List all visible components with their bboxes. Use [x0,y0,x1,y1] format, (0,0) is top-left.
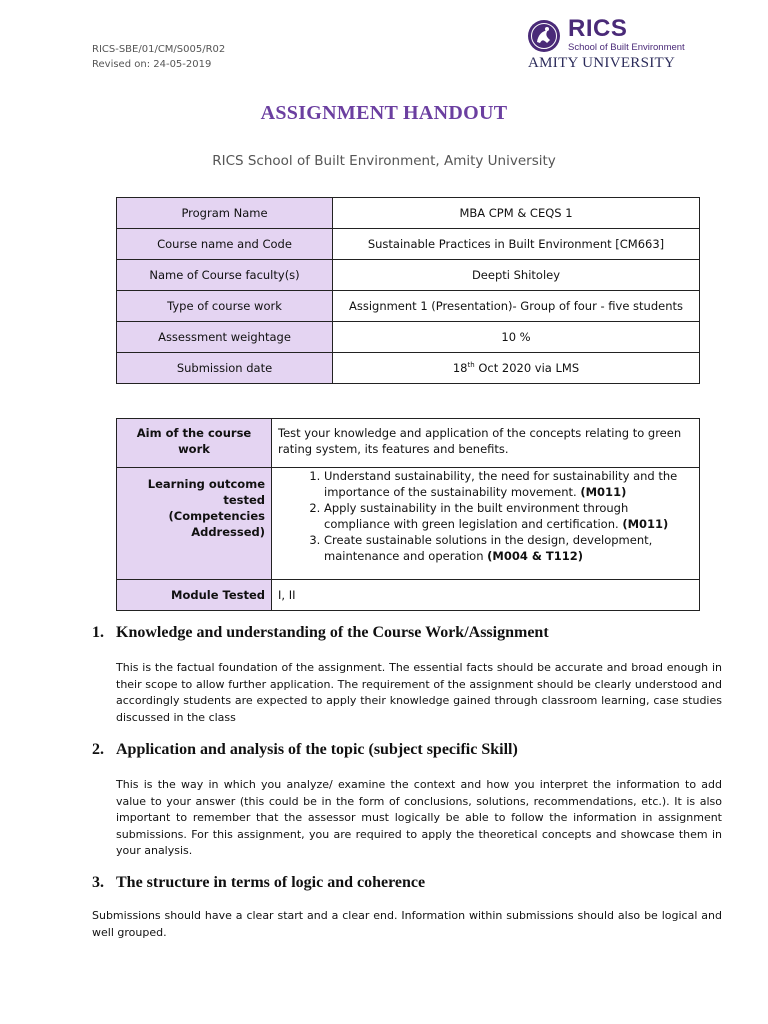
table-row [117,260,700,291]
outcomes-label: Learning outcome tested (Competencies Addressed) [117,468,272,580]
row-value: MBA CPM & CEQS 1 [333,198,700,229]
aim-label: Aim of the course work [117,419,272,468]
date-rest: Oct 2020 via LMS [474,361,580,375]
document-reference [92,42,225,72]
row-label: Type of course work [117,291,333,322]
page-title: ASSIGNMENT HANDOUT [260,102,508,124]
outcomes-list-cell [272,468,700,580]
row-label: Submission date [117,353,333,384]
list-item [324,500,693,532]
module-value: I, II [272,580,700,611]
section-knowledge [92,624,722,726]
section-heading [92,624,722,642]
table-row [117,291,700,322]
section-application [92,741,722,860]
table-row [117,229,700,260]
table-row [117,419,700,468]
logo-university: AMITY UNIVERSITY [528,55,676,71]
row-label: Name of Course faculty(s) [117,260,333,291]
date-day: 18 [452,361,468,375]
logo-brand: RICS [568,15,628,42]
date-suffix: th [467,361,475,370]
table-row [117,322,700,353]
outcome-text: Understand sustainability, the need for sustainability and the importance of the sustainability movement. [324,469,678,499]
submission-date-value [333,353,700,384]
section-number: 2. [92,741,104,758]
page-subtitle: RICS School of Built Environment, Amity University [212,153,556,169]
outcome-text: Apply sustainability in the built environment through compliance with green legislation and certification. [324,501,629,531]
section-number: 3. [92,874,104,891]
row-label: Assessment weightage [117,322,333,353]
section-structure [92,874,722,941]
section-title: Knowledge and understanding of the Course Work/Assignment [116,624,549,641]
rics-emblem-icon [526,18,562,54]
row-value: 10 % [333,322,700,353]
list-item [324,532,693,564]
row-value: Assignment 1 (Presentation)- Group of four - five students [333,291,700,322]
table-row [117,198,700,229]
revision-date: Revised on: 24-05-2019 [92,59,212,70]
section-body: This is the factual foundation of the assignment. The essential facts should be accurate and broad enough in their scope to allow further application. The requirement of the assignment should be clearly understood and accordingly students are expected to apply their knowledge gained through classroom learning, case studies discussed in the class [116,661,722,724]
section-heading [92,874,722,892]
section-number: 1. [92,624,104,641]
table-row [117,468,700,580]
outcomes-list [278,468,693,564]
section-body: This is the way in which you analyze/ examine the context and how you interpret the information to add value to your answer (this could be in the form of conclusions, solutions, recommendations, etc.). It is also important to remember that the assessor must logically be able to follow the information in assignment submissions. For this assignment, you are required to apply the theoretical concepts and showcase them in your analysis. [116,778,722,857]
outcome-code: (M004 & T112) [487,549,584,563]
list-item [324,468,693,500]
section-title: Application and analysis of the topic (subject specific Skill) [116,741,518,758]
module-label: Module Tested [117,580,272,611]
row-value: Sustainable Practices in Built Environment [CM663] [333,229,700,260]
logo-subtitle: School of Built Environment [568,42,685,53]
rics-amity-logo [526,16,686,72]
row-label: Program Name [117,198,333,229]
row-value: Deepti Shitoley [333,260,700,291]
aim-value: Test your knowledge and application of the concepts relating to green rating system, its features and benefits. [272,419,700,468]
outcome-code: (M011) [622,517,669,531]
row-label: Course name and Code [117,229,333,260]
outcome-text: Create sustainable solutions in the design, development, maintenance and operation [324,533,653,563]
outcome-code: (M011) [580,485,627,499]
course-details-table [116,197,700,384]
section-title: The structure in terms of logic and coherence [116,874,426,891]
table-row [117,580,700,611]
section-body: Submissions should have a clear start and a clear end. Information within submissions should also be logical and well grouped. [92,909,722,939]
section-heading [92,741,722,759]
table-row [117,353,700,384]
course-aims-table [116,418,700,611]
document-code: RICS-SBE/01/CM/S005/R02 [92,44,226,55]
